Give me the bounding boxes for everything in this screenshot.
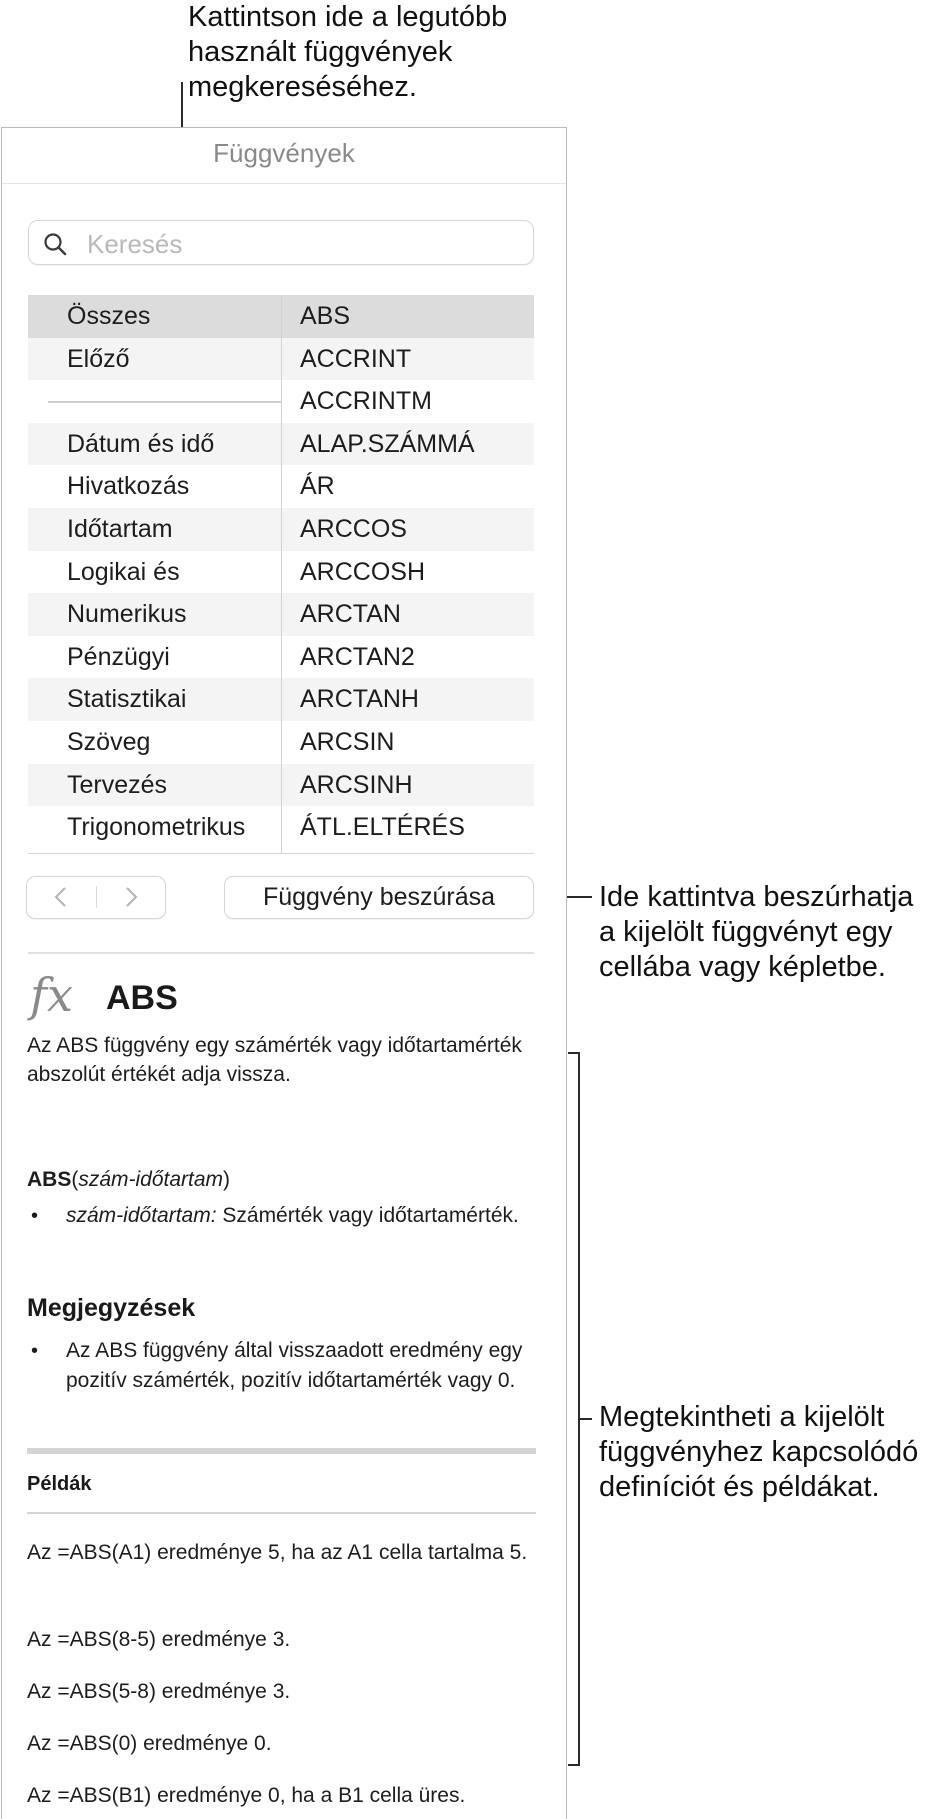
magnifying-glass-icon bbox=[43, 232, 67, 256]
category-item-penzugyi[interactable]: Pénzügyi bbox=[67, 642, 170, 671]
examples-divider bbox=[27, 1448, 536, 1454]
search-field[interactable] bbox=[28, 220, 534, 265]
callout-recent-functions: Kattintson ide a legutóbb használt függvények megkereséséhez. bbox=[188, 1, 508, 103]
function-browser bbox=[28, 295, 534, 854]
category-item-szoveg[interactable]: Szöveg bbox=[67, 727, 151, 756]
examples-heading-divider bbox=[27, 1512, 536, 1514]
history-nav bbox=[26, 876, 166, 919]
function-syntax: ABS(szám-időtartam) bbox=[27, 1168, 231, 1191]
chevron-left-icon bbox=[53, 886, 69, 908]
callout-bracket-pointer bbox=[580, 1418, 592, 1420]
examples-heading: Példák bbox=[27, 1473, 92, 1495]
function-item[interactable]: ARCCOS bbox=[282, 508, 534, 551]
title-divider bbox=[2, 183, 566, 184]
function-description: Az ABS függvény egy számérték vagy időtartamérték abszolút értékét adja vissza. bbox=[27, 1034, 522, 1086]
callout-insert-function: Ide kattintva beszúrhatja a kijelölt függvényt egy cellába vagy képletbe. bbox=[599, 881, 914, 983]
category-item-statisztikai[interactable]: Statisztikai bbox=[28, 678, 281, 721]
function-item[interactable]: ÁR bbox=[300, 472, 335, 501]
callout-bracket-bottom bbox=[568, 1764, 580, 1766]
insert-function-button[interactable]: Függvény beszúrása bbox=[224, 876, 534, 919]
category-item-tervezes[interactable]: Tervezés bbox=[28, 764, 281, 807]
example-item: Az =ABS(8-5) eredménye 3. bbox=[27, 1628, 291, 1651]
category-item-datum-es-ido[interactable]: Dátum és idő bbox=[28, 423, 281, 466]
example-item: Az =ABS(A1) eredménye 5, ha az A1 cella tartalma 5. bbox=[27, 1541, 528, 1564]
category-item-logikai-es[interactable]: Logikai és bbox=[67, 557, 180, 586]
function-name: ABS bbox=[106, 979, 178, 1017]
example-item: Az =ABS(0) eredménye 0. bbox=[27, 1732, 272, 1755]
notes-heading: Megjegyzések bbox=[27, 1294, 196, 1322]
function-item[interactable]: ABS bbox=[282, 295, 534, 338]
example-item: Az =ABS(B1) eredménye 0, ha a B1 cella üres. bbox=[27, 1784, 466, 1807]
back-button[interactable] bbox=[27, 877, 97, 917]
functions-panel: Függvények Keresés Összes Előző Dátum és idő Hivatkozás Időtartam Logikai és Numerikus Pénzügyi Statisztikai Szöveg Tervezés Trigonometrikus ABS ACCRINT ACCRINTM ALAP.SZÁMMÁ ÁR ARCCOS ARCCOSH ARCTAN ARCTAN2 ARCTANH ARCSIN ARCSINH ÁTL.ELTÉRÉS Függvény beszúrása fx ABS Az ABS függvény egy számérték vagy időtartamérték abszolút értékét adja vissza. ABS(szám-időtartam) • szám-időtartam: Számérték vagy időtartamérték. Megjegyzések • Az ABS függvény által visszaadott eredmény egy pozitív számérték, pozitív időtartamérték vagy 0. Példák Az =ABS(A1) eredménye 5, ha az A1 cella tartalma 5. Az =ABS(8-5) eredménye 3. Az =ABS(5-8) eredménye 3. Az =ABS(0) eredménye 0. Az =ABS(B1) eredménye 0, ha a B1 cella üres. bbox=[1, 127, 567, 1819]
function-item[interactable]: ARCSIN bbox=[300, 727, 395, 756]
function-item[interactable]: ARCTANH bbox=[282, 678, 534, 721]
function-item[interactable]: ALAP.SZÁMMÁ bbox=[282, 423, 534, 466]
category-item-elozo[interactable]: Előző bbox=[28, 338, 281, 381]
callout-definition-examples: Megtekintheti a kijelölt függvényhez kapcsolódó definíciót és példákat. bbox=[599, 1401, 919, 1503]
search-placeholder: Keresés bbox=[87, 229, 183, 259]
function-item[interactable]: ARCTAN2 bbox=[300, 642, 415, 671]
description-divider bbox=[28, 952, 534, 954]
category-item-idotartam[interactable]: Időtartam bbox=[28, 508, 281, 551]
browser-bottom-border bbox=[28, 853, 534, 854]
chevron-right-icon bbox=[123, 886, 139, 908]
callout-bracket-vertical bbox=[578, 1052, 580, 1766]
function-item[interactable]: ACCRINT bbox=[282, 338, 534, 381]
example-item: Az =ABS(5-8) eredménye 3. bbox=[27, 1680, 291, 1703]
category-item-hivatkozas[interactable]: Hivatkozás bbox=[67, 472, 190, 501]
bullet-dot: • bbox=[31, 1205, 39, 1227]
callout-bracket-top bbox=[568, 1052, 580, 1054]
function-item[interactable]: ARCCOSH bbox=[300, 557, 426, 586]
bullet-dot: • bbox=[31, 1340, 39, 1362]
category-item-trigonometrikus[interactable]: Trigonometrikus bbox=[67, 813, 246, 842]
fx-icon: fx bbox=[30, 968, 73, 1022]
function-item[interactable]: ÁTL.ELTÉRÉS bbox=[300, 813, 465, 842]
function-item[interactable]: ACCRINTM bbox=[300, 387, 432, 416]
function-list bbox=[282, 295, 534, 849]
panel-title: Függvények bbox=[213, 138, 355, 168]
category-separator bbox=[28, 380, 281, 423]
function-item[interactable]: ARCSINH bbox=[282, 764, 534, 807]
forward-button[interactable] bbox=[97, 877, 167, 917]
function-item[interactable]: ARCTAN bbox=[282, 593, 534, 636]
category-item-osszes[interactable]: Összes bbox=[28, 295, 281, 338]
category-item-numerikus[interactable]: Numerikus bbox=[28, 593, 281, 636]
category-list bbox=[28, 295, 281, 849]
